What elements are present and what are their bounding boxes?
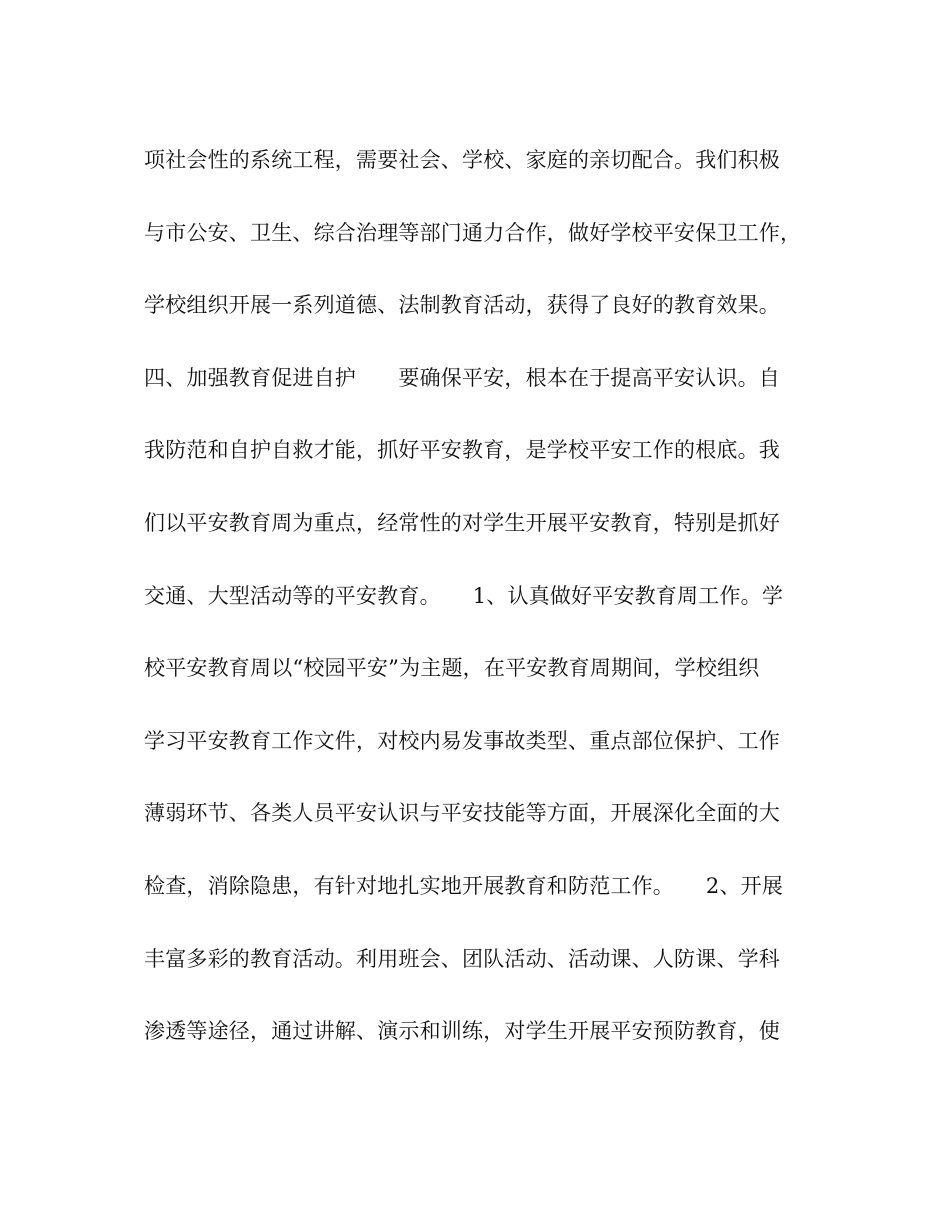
text-line: 四、加强教育促进自护 要确保平安，根本在于提高平安认识。自 <box>144 365 780 390</box>
text-line: 薄弱环节、各类人员平安认识与平安技能等方面，开展深化全面的大 <box>144 801 780 826</box>
text-line: 校平安教育周以“校园平安”为主题，在平安教育周期间，学校组织 <box>144 656 760 681</box>
body-text <box>144 138 824 1082</box>
text-line: 们以平安教育周为重点，经常性的对学生开展平安教育，特别是抓好 <box>144 510 780 535</box>
text-line: 检查，消除隐患，有针对地扎实地开展教育和防范工作。 2、开展 <box>144 873 784 898</box>
text-line: 我防范和自护自救才能，抓好平安教育，是学校平安工作的根底。我 <box>144 438 780 463</box>
text-line: 学校组织开展一系列道德、法制教育活动，获得了良好的教育效果。 <box>144 293 780 318</box>
text-line: 与市公安、卫生、综合治理等部门通力合作，做好学校平安保卫工作， <box>144 220 802 245</box>
text-line: 交通、大型活动等的平安教育。 1、认真做好平安教育周工作。学 <box>144 583 784 608</box>
text-line: 学习平安教育工作文件，对校内易发事故类型、重点部位保护、工作 <box>144 728 780 753</box>
text-line: 项社会性的系统工程，需要社会、学校、家庭的亲切配合。我们积极 <box>144 148 780 172</box>
text-line: 渗透等途径，通过讲解、演示和训练，对学生开展平安预防教育，使 <box>144 1019 780 1044</box>
text-line: 丰富多彩的教育活动。利用班会、团队活动、活动课、人防课、学科 <box>144 946 780 971</box>
